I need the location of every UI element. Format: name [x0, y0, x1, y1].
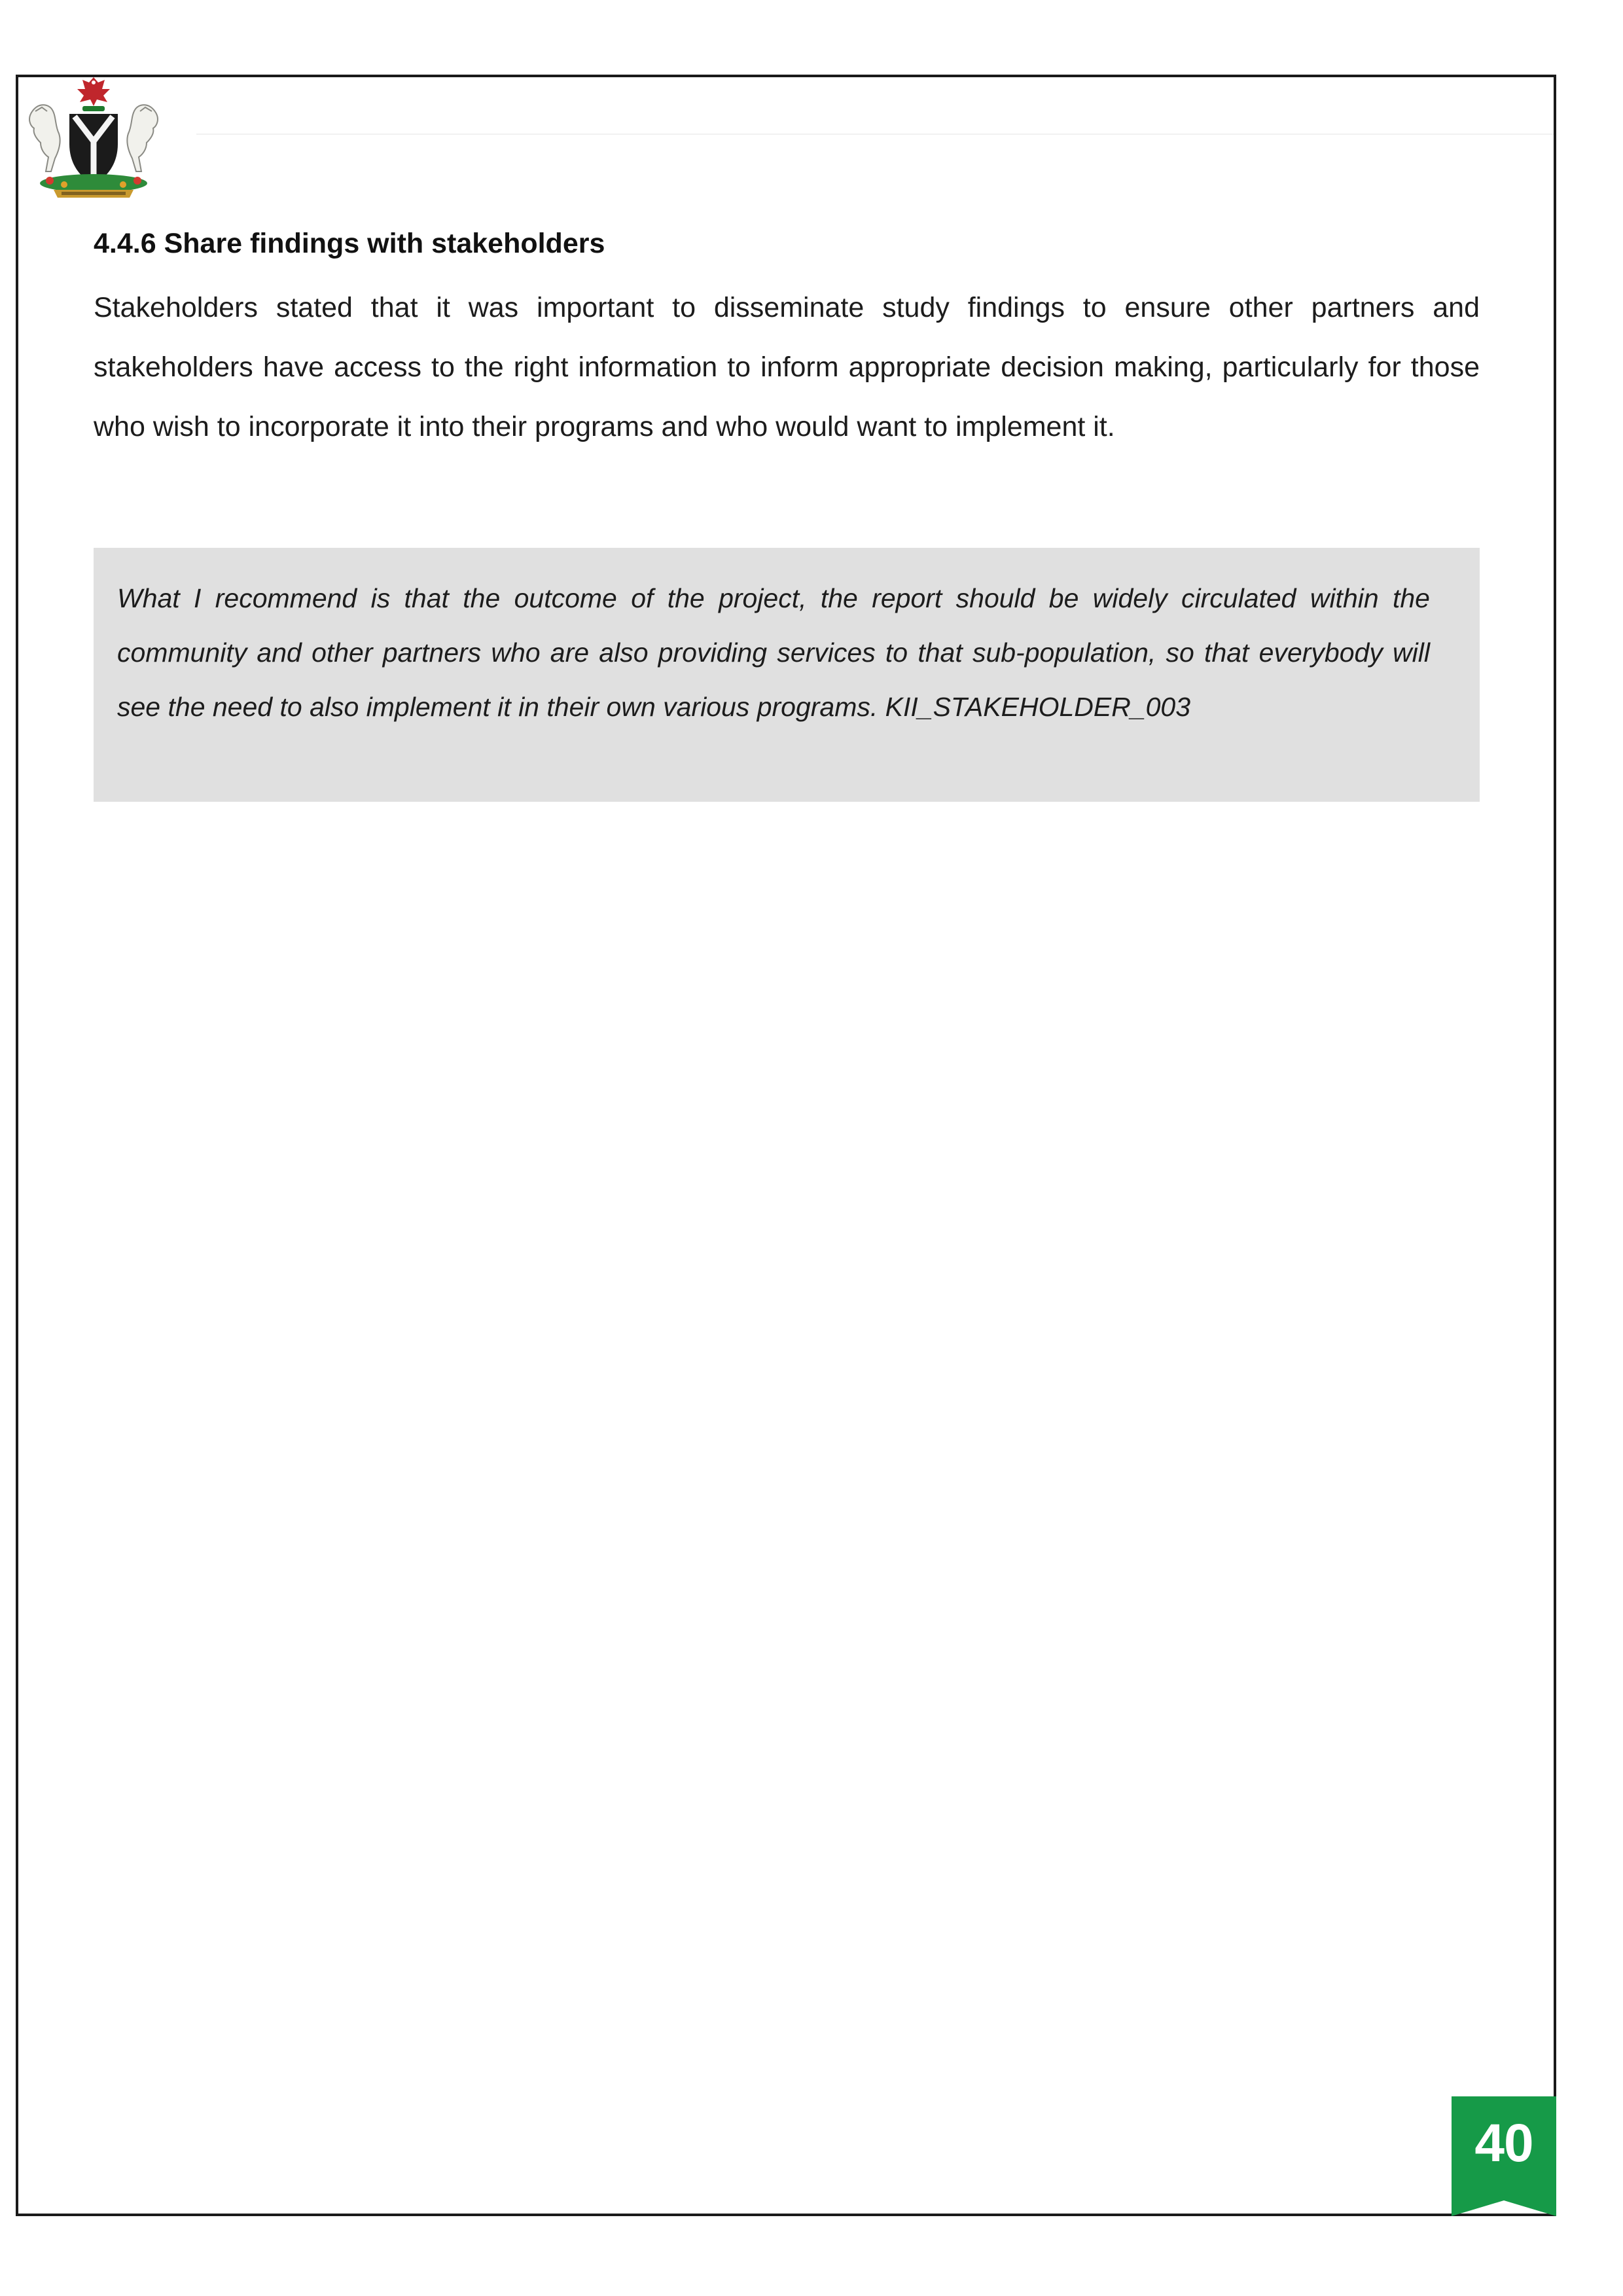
- shield-icon: [69, 114, 118, 185]
- nigeria-coat-of-arms-icon: [18, 73, 169, 202]
- body-paragraph: Stakeholders stated that it was important to disseminate study findings to ensure other partners and stakeholders have access to the right information to inform appropriate decision making, particularly for those who wish to incorporate it into their programs and who would want to implement it.: [94, 292, 1480, 442]
- eagle-icon: [77, 77, 110, 106]
- page-number-badge: [1452, 2096, 1556, 2216]
- quote-box: [94, 548, 1480, 802]
- right-horse-icon: [127, 105, 158, 171]
- quote-text: What I recommend is that the outcome of the project, the report should be widely circulated within the community and other partners who are also providing services to that sub-population, so that everybody will see the need to also implement it in their own various programs. KII_STAKEHOLDER_003: [117, 583, 1430, 722]
- section-heading: 4.4.6 Share findings with stakeholders: [94, 228, 605, 259]
- left-horse-icon: [29, 105, 60, 171]
- header-divider: [196, 134, 1554, 135]
- page-number: 40: [1474, 2113, 1533, 2173]
